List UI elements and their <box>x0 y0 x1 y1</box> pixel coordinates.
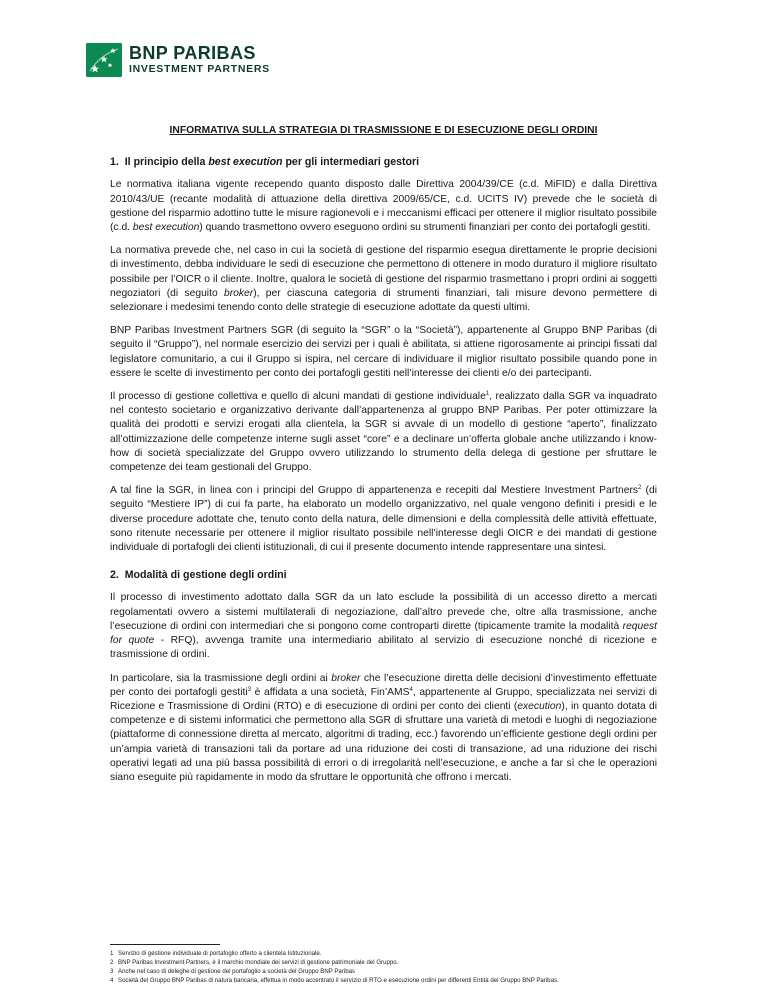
footnote-item <box>110 958 670 967</box>
text-run: - RFQ), avvenga tramite una intermediario abilitato al servizio di esecuzione nonché di ricezione e trasmissione di ordini. <box>110 635 657 661</box>
footnote-number: 4 <box>110 977 114 984</box>
footnote-ref: 1 <box>485 391 490 398</box>
text-run: è affidata a una società, Fin’AMS <box>251 686 410 698</box>
footnote-ref: 2 <box>638 485 642 492</box>
text-run-italic: best execution <box>132 222 200 234</box>
section-1-paragraph-4 <box>110 390 657 475</box>
text-run: ), in quanto dotata di competenze e di sistemi informatici che permettono alla SGR di sfruttare una varietà di metodi e luoghi di negoziazione (piattaforme di connessione diretta al mercato, algoritmi di trading, ecc.) favorendo un’efficiente gestione degli ordini per un’ampia varietà di transazioni tali da portare ad una riduzione dei costi di transazione, ad una riduzione dei rischi operativi legati ad una più bassa possibilità di errori o di irregolarità nell’esecuzione, e anche a far sì che le operazioni siano eseguite più rapidamente in modo da sfruttare le opportunità che offrono i mercati. <box>110 700 658 783</box>
text-run-italic: request for quote <box>110 620 657 647</box>
footnote-text: Società del Gruppo BNP Paribas di natura bancaria, effettua in modo accentrato il servizio di RTO e esecuzione ordini per differenti Entità del Gruppo BNP Paribas. <box>118 977 559 984</box>
footnote-divider <box>110 944 220 945</box>
footnote-item <box>110 967 670 976</box>
bnp-paribas-logo <box>86 43 270 77</box>
section-1-paragraph-5 <box>110 484 657 555</box>
footnote-item <box>110 949 670 958</box>
footnote-item <box>110 976 670 985</box>
text-run: In particolare, sia la trasmissione degli ordini ai <box>110 672 332 684</box>
footnote-ref: 4 <box>409 686 413 693</box>
footnote-ref: 3 <box>247 686 251 693</box>
text-run: Il processo di gestione collettiva e quello di alcuni mandati di gestione individuale <box>110 391 486 403</box>
section-1-heading-italic: best execution <box>208 156 283 169</box>
text-run-italic: execution <box>517 700 562 712</box>
section-1-number: 1. <box>110 156 119 169</box>
section-1-paragraph-3: BNP Paribas Investment Partners SGR (di seguito la “SGR” o la “Società”), appartenente al Gruppo BNP Paribas (di seguito il “Gruppo”), nel normale esercizio dei servizi per i quali è abilitata, si attiene rigorosamente ai principi fissati dal legislatore comunitario, a cui il Gruppo si ispira, nel cercare di individuare il miglior risultato possibile quando pone in essere le scelte di investimento per conto dei portafogli gestiti nell’interesse dei clienti e/o dei partecipanti. <box>110 325 657 379</box>
footnote-text: Anche nel caso di deleghe di gestione del portafoglio a società del Gruppo BNP Paribas <box>118 968 356 975</box>
section-1-heading-prefix: Il principio della <box>124 156 209 169</box>
section-2-heading-text: Modalità di gestione degli ordini <box>124 569 287 582</box>
stars-logo-icon <box>86 43 122 77</box>
text-run-italic: broker <box>331 672 361 684</box>
text-run: , realizzato dalla SGR va inquadrato nel contesto societario e organizzativo derivante dall’appartenenza al gruppo BNP Paribas. Per poter ottimizzare la qualità dei prodotti e servizi erogati alla clientela, la SGR si avvale di un modello di gestione “aperto”, finalizzato all’ottimizzazione delle competenze interne sugli asset “core” e a declinare un’offerta globale anche utilizzando i know-how di società specializzate del Gruppo ovvero utilizzando lo strumento della delega di gestione per sfruttare le competenze dei team gestionali del Gruppo. <box>110 391 657 474</box>
section-1-paragraph-2 <box>110 244 657 315</box>
text-run: ), per ciascuna categoria di strumenti finanziari, tali misure devono permettere di selezionare i medesimi tenendo conto delle strategie di esecuzione adottate da questi ultimi. <box>110 287 657 314</box>
text-run: Le normativa italiana vigente recependo quanto disposto dalle Direttiva 2004/39/CE (c.d. MiFID) e dalla Direttiva 2010/43/UE (recante modalità di attuazione della direttiva 2009/65/CE, c.d. UCITS IV) prevede che le società di gestione del risparmio adottino tutte le misure ragionevoli e i meccanismi efficaci per ottenere il miglior risultato possibile (c.d. <box>110 179 657 234</box>
text-run: che l’esecuzione diretta delle decisioni d’investimento effettuate per conto dei portafogli gestiti <box>110 672 657 698</box>
text-run: La normativa prevede che, nel caso in cui la società di gestione del risparmio esegua direttamente le proprie decisioni di investimento, debba individuare le sedi di esecuzione che permettono di ottenere in modo duraturo il migliore risultato possibile per l’OICR o il cliente. Inoltre, qualora le società di gestione del risparmio trasmettano i propri ordini ai soggetti negoziatori (di seguito <box>110 245 657 299</box>
text-run: (di seguito “Mestiere IP”) di cui fa parte, ha elaborato un modello organizzativo, nel quale vengono definiti i presidi e le diverse procedure adottate che, tenuto conto della natura, delle dimensioni e della complessità delle attività effettuate, sono ritenute necessarie per ottenere il miglior risultato possibile nell’interesse degli OICR e dei mandati di gestione individuale di portafogli dei clienti istituzionali, di cui il presente documento intende rappresentare una sintesi. <box>110 485 657 554</box>
footnote-text: Servizio di gestione individuale di portafoglio offerto a clientela Istituzionale. <box>118 950 322 957</box>
footnote-number: 2 <box>110 959 114 966</box>
text-run: ) quando trasmettono ovvero eseguono ordini su strumenti finanziari per conto dei portafogli gestiti. <box>199 222 651 234</box>
section-2-paragraph-1 <box>110 591 657 662</box>
text-run: Il processo di investimento adottato dalla SGR da un lato esclude la possibilità di un accesso diretto a mercati regolamentati ovvero a sistemi multilaterali di negoziazione, dall’altro prevede che, oltre alla trasmissione, anche l’esecuzione di ordini con intermediari che si pongono come controparti dirette (tipicamente tramite la modalità <box>110 592 657 632</box>
document-title: INFORMATIVA SULLA STRATEGIA DI TRASMISSIONE E DI ESECUZIONE DEGLI ORDINI <box>169 125 598 136</box>
document-body <box>110 124 657 794</box>
text-run: A tal fine la SGR, in linea con i principi del Gruppo di appartenenza e recepiti dal Mestiere Investment Partners <box>110 485 639 497</box>
text-run: , appartenente al Gruppo, specializzata nei servizi di Ricezione e Trasmissione di Ordini (RTO) e di esecuzione di ordini per conto dei clienti ( <box>110 686 657 712</box>
section-2-paragraph-2 <box>110 672 657 786</box>
footnote-number: 1 <box>110 950 114 957</box>
section-1-paragraph-1 <box>110 178 657 235</box>
section-1-heading <box>110 155 657 169</box>
section-1-heading-suffix: per gli intermediari gestori <box>282 156 420 169</box>
footnote-number: 3 <box>110 968 114 975</box>
section-2-heading <box>110 568 657 582</box>
footnotes <box>110 949 670 985</box>
section-2-number: 2. <box>110 569 119 582</box>
brand-subtitle: INVESTMENT PARTNERS <box>129 63 270 75</box>
brand-name: BNP PARIBAS <box>129 43 256 63</box>
footnote-text: BNP Paribas Investment Partners, è il marchio mondiale dei servizi di gestione patrimoniale del Gruppo. <box>118 959 399 966</box>
text-run-italic: broker <box>224 287 254 299</box>
